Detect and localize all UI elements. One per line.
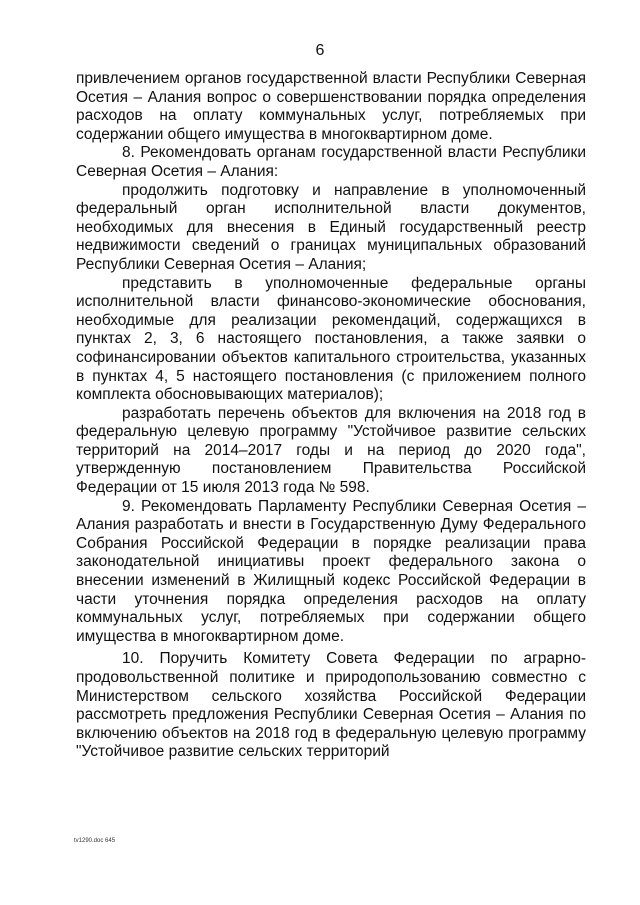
paragraph-item-8: 8. Рекомендовать органам государственной власти Республики Северная Осетия – Алания: [76,144,586,180]
paragraph-item-9: 9. Рекомендовать Парламенту Республики Северная Осетия – Алания разработать и внести в Государственную Думу Федерального Собрания Российской Федерации в порядке реализации права законодательной инициативы проект федерального закона о внесении изменений в Жилищный кодекс Российской Федерации в части уточнения порядка определения расходов на оплату коммунальных услуг, потребляемых при содержании общего имущества в многоквартирном доме. [76,497,586,645]
document-body [76,70,586,762]
paragraph-item-8-sub-3: разработать перечень объектов для включения на 2018 год в федеральную целевую программу "Устойчивое развитие сельских территорий на 2014–2017 годы и на период до 2020 года", утвержденную постановлением Правительства Российской Федерации от 15 июля 2013 года № 598. [76,404,586,497]
document-footer-code: tv1290.doc 645 [74,838,116,844]
paragraph-item-8-sub-2: представить в уполномоченные федеральные органы исполнительной власти финансово-экономические обоснования, необходимые для реализации рекомендаций, содержащихся в пунктах 2, 3, 6 настоящего постановления, а также заявки о софинансировании объектов капитального строительства, указанных в пунктах 4, 5 настоящего постановления (с приложением полного комплекта обосновывающих материалов); [76,274,586,404]
paragraph-continuation: привлечением органов государственной власти Республики Северная Осетия – Алания вопрос о совершенствовании порядка определения расходов на оплату коммунальных услуг, потребляемых при содержании общего имущества в многоквартирном доме. [76,70,586,143]
page-number: 6 [315,42,325,59]
paragraph-item-10: 10. Поручить Комитету Совета Федерации по аграрно-продовольственной политике и природопользованию совместно с Министерством сельского хозяйства Российской Федерации рассмотреть предложения Республики Северная Осетия – Алания по включению объектов на 2018 год в федеральную целевую программу "Устойчивое развитие сельских территорий [76,650,586,761]
paragraph-item-8-sub-1: продолжить подготовку и направление в уполномоченный федеральный орган исполнительной власти документов, необходимых для внесения в Единый государственный реестр недвижимости сведений о границах муниципальных образований Республики Северная Осетия – Алания; [76,181,586,273]
